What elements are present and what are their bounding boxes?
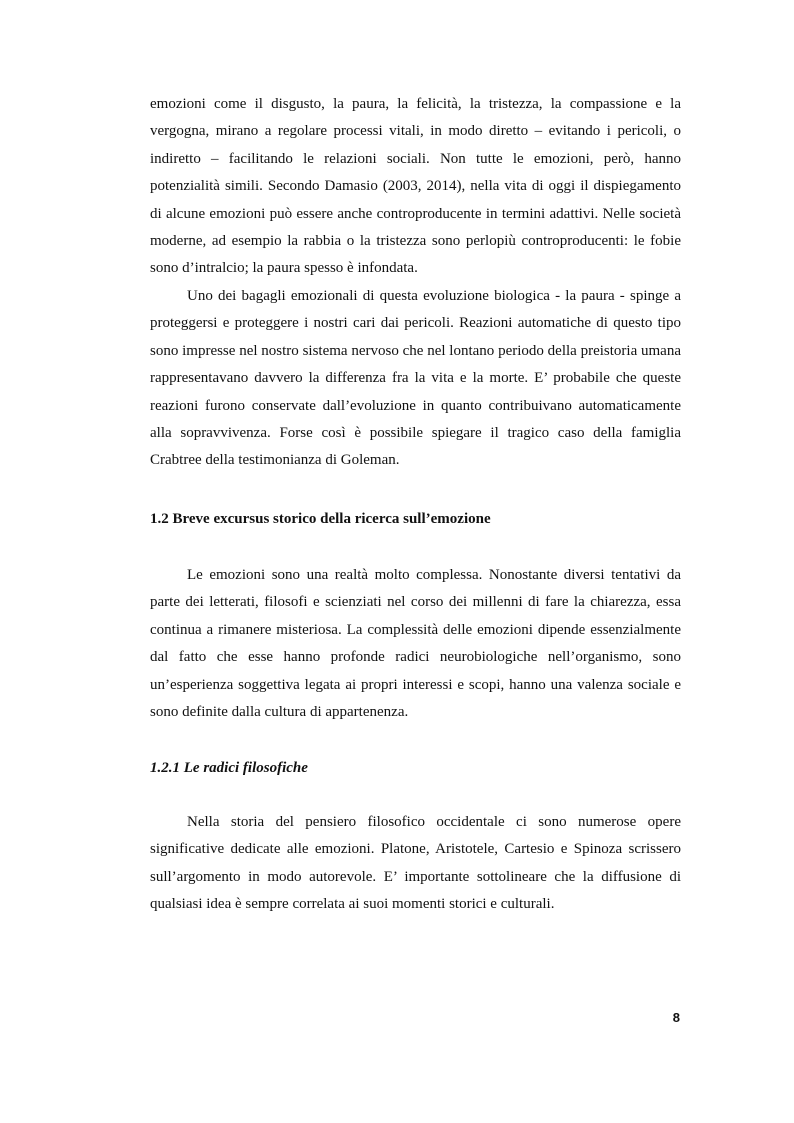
subsection-heading: 1.2.1 Le radici filosofiche — [150, 760, 308, 776]
body-paragraph: Nella storia del pensiero filosofico occidentale ci sono numerose opere significative dedicate alle emozioni. Platone, Aristotele, Cartesio e Spinoza scrissero sull’argomento in modo autorevole. E’ importante sottolineare che la diffusione di qualsiasi idea è sempre correlata ai suoi momenti storici e culturali. — [150, 814, 681, 913]
body-paragraph: Le emozioni sono una realtà molto complessa. Nonostante diversi tentativi da parte dei letterati, filosofi e scienziati nel corso dei millenni di fare la chiarezza, essa continua a rimanere misteriosa. La complessità delle emozioni dipende essenzialmente dal fatto che esse hanno profonde radici neurobiologiche nell’organismo, sono un’esperienza soggettiva legata ai propri interessi e scopi, hanno una valenza sociale e sono definite dalla cultura di appartenenza. — [150, 567, 681, 721]
page-number: 8 — [672, 1010, 680, 1025]
body-paragraph: Uno dei bagagli emozionali di questa evoluzione biologica - la paura - spinge a proteggersi e proteggere i nostri cari dai pericoli. Reazioni automatiche di questo tipo sono impresse nel nostro sistema nervoso che nel lontano periodo della preistoria umana rappresentavano davvero la differenza fra la vita e la morte. E’ probabile che queste reazioni furono conservate dall’evoluzione in quanto contribuivano automaticamente alla sopravvivenza. Forse così è possibile spiegare il tragico caso della famiglia Crabtree della testimonianza di Goleman. — [150, 288, 681, 469]
body-paragraph: emozioni come il disgusto, la paura, la felicità, la tristezza, la compassione e la vergogna, mirano a regolare processi vitali, in modo diretto – evitando i pericoli, o indiretto – facilitando le relazioni sociali. Non tutte le emozioni, però, hanno potenzialità simili. Secondo Damasio (2003, 2014), nella vita di oggi il dispiegamento di alcune emozioni può essere anche controproducente in termini adattivi. Nelle società moderne, ad esempio la rabbia o la tristezza sono perlopiù controproducenti: le fobie sono d’intralcio; la paura spesso è infondata. — [150, 96, 681, 277]
section-heading: 1.2 Breve excursus storico della ricerca sull’emozione — [150, 511, 491, 527]
